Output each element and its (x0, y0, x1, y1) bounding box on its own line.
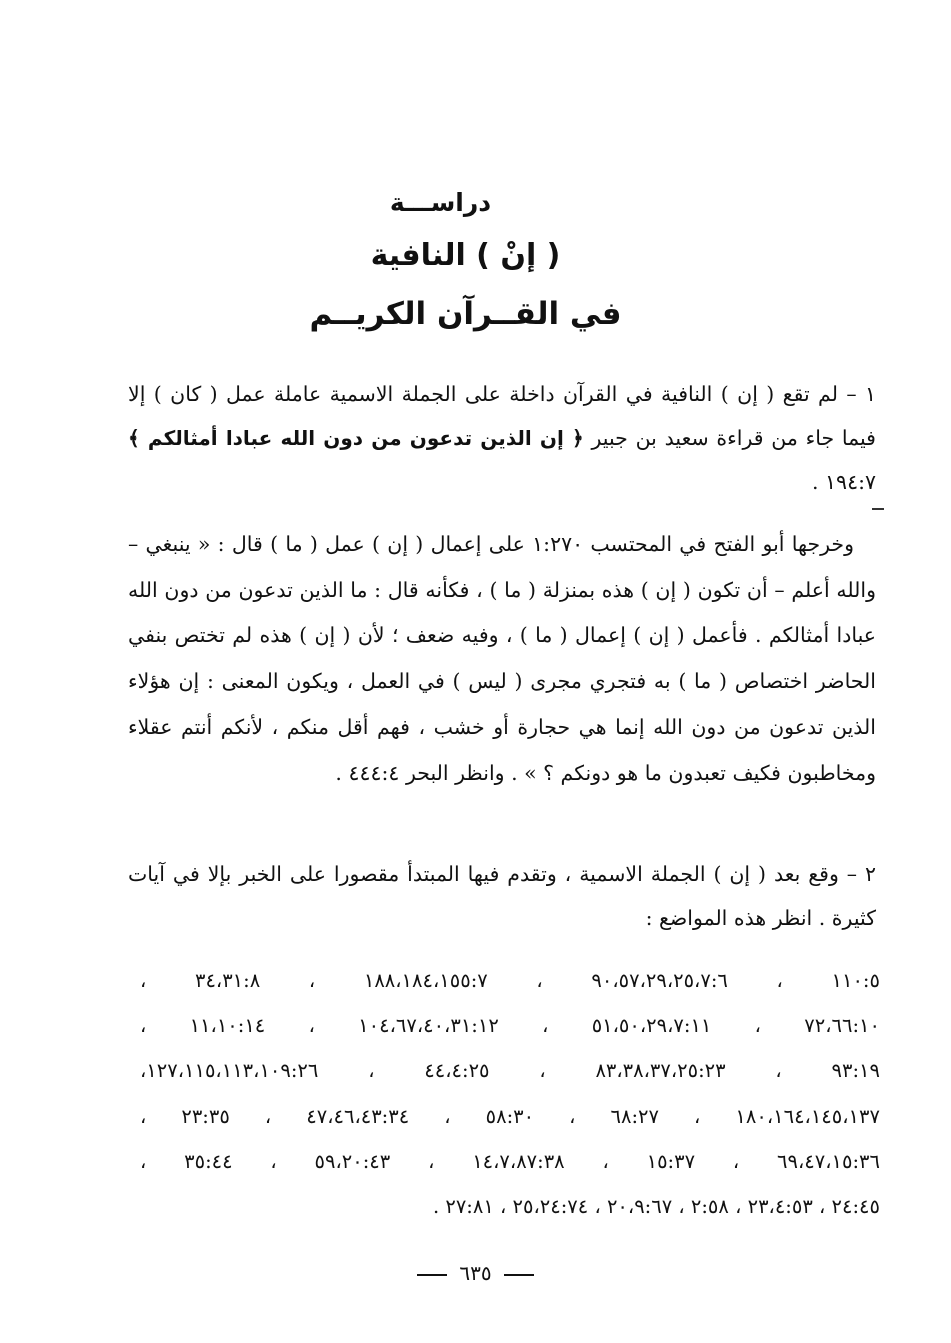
title-block (0, 178, 951, 344)
reference-list (140, 958, 880, 1229)
reference-line: ٦٩،٤٧،١٥:٣٦ ، ١٥:٣٧ ، ١٤،٧،٨٧:٣٨ ، ٥٩،٢٠:٤٣ ، ٣٥:٤٤ ، (140, 1149, 880, 1173)
paragraph-2-text: وخرجها أبو الفتح في المحتسب ١:٢٧٠ على إعمال ( إن ) عمل ( ما ) قال : « ينبغي – والله أعلم – أن تكون ( إن ) هذه بمنزلة ( ما ) ، فكأنه قال : ما الذين تدعون من دون الله عبادا أمثالكم . فأعمل ( إن ) إعمال ( ما ) ، وفيه ضعف ؛ لأن ( إن ) هذه لم تختص بنفي الحاضر اختصاص ( ما ) به فتجري مجرى ( ليس ) في العمل ، ويكون المعنى : إن هؤلاء الذين تدعون من دون الله إنما هي حجارة أو خشب ، فهم أقل منكم ، لأنكم أنتم عقلاء ومخاطبون فكيف تعبدون ما هو دونكم ؟ » . وانظر البحر ٤٤٤:٤ . (128, 532, 876, 785)
paragraph-1-text: ١ – لم تقع ( إن ) النافية في القرآن داخلة على الجملة الاسمية عاملة عمل ( كان ) إلا فيما جاء من قراءة سعيد بن جبير (128, 382, 876, 450)
paragraph-1-reference: ١٩٤:٧ . (812, 470, 876, 494)
reference-line: ١٨٠،١٦٤،١٤٥،١٣٧ ، ٦٨:٢٧ ، ٥٨:٣٠ ، ٤٧،٤٦،٤٣:٣٤ ، ٢٣:٣٥ ، (140, 1104, 880, 1128)
page-number-dash (504, 1274, 534, 1276)
title-line-2: ( إنْ ) النافية (370, 238, 561, 273)
title-line-1: دراســـة (389, 188, 492, 217)
page-number-dash (417, 1274, 447, 1276)
paragraph-3 (128, 852, 876, 940)
quran-quote: ﴿ إن الذين تدعون من دون الله عبادا أمثالكم ﴾ (128, 426, 584, 450)
title-line-3: في القــرآن الكريــم (309, 296, 622, 332)
margin-mark (872, 508, 884, 510)
reference-line: ٢٤:٤٥ ، ٢٣،٤:٥٣ ، ٢:٥٨ ، ٢٠،٩:٦٧ ، ٢٥،٢٤:٧٤ ، ٢٧:٨١ . (432, 1194, 880, 1218)
paragraph-2 (128, 522, 876, 796)
page-number (0, 1258, 951, 1288)
paragraph-3-text: ٢ – وقع بعد ( إن ) الجملة الاسمية ، وتقدم فيها المبتدأ مقصورا على الخبر بإلا في آيات كثيرة . انظر هذه المواضع : (128, 862, 876, 930)
reference-line: ٧٢،٦٦:١٠ ، ٥١،٥٠،٢٩،٧:١١ ، ١٠٤،٦٧،٤٠،٣١:١٢ ، ١١،١٠:١٤ ، (140, 1014, 880, 1038)
paragraph-1 (128, 372, 876, 504)
reference-line: ٩٣:١٩ ، ٨٣،٣٨،٣٧،٢٥:٢٣ ، ٤٤،٤:٢٥ ، ١٢٧،١١٥،١١٣،١٠٩:٢٦، (140, 1059, 880, 1083)
page-number-value: ٦٣٥ (459, 1261, 492, 1285)
reference-line: ١١٠:٥ ، ٩٠،٥٧،٢٩،٢٥،٧:٦ ، ١٨٨،١٨٤،١٥٥:٧ ، ٣٤،٣١:٨ ، (140, 969, 880, 992)
